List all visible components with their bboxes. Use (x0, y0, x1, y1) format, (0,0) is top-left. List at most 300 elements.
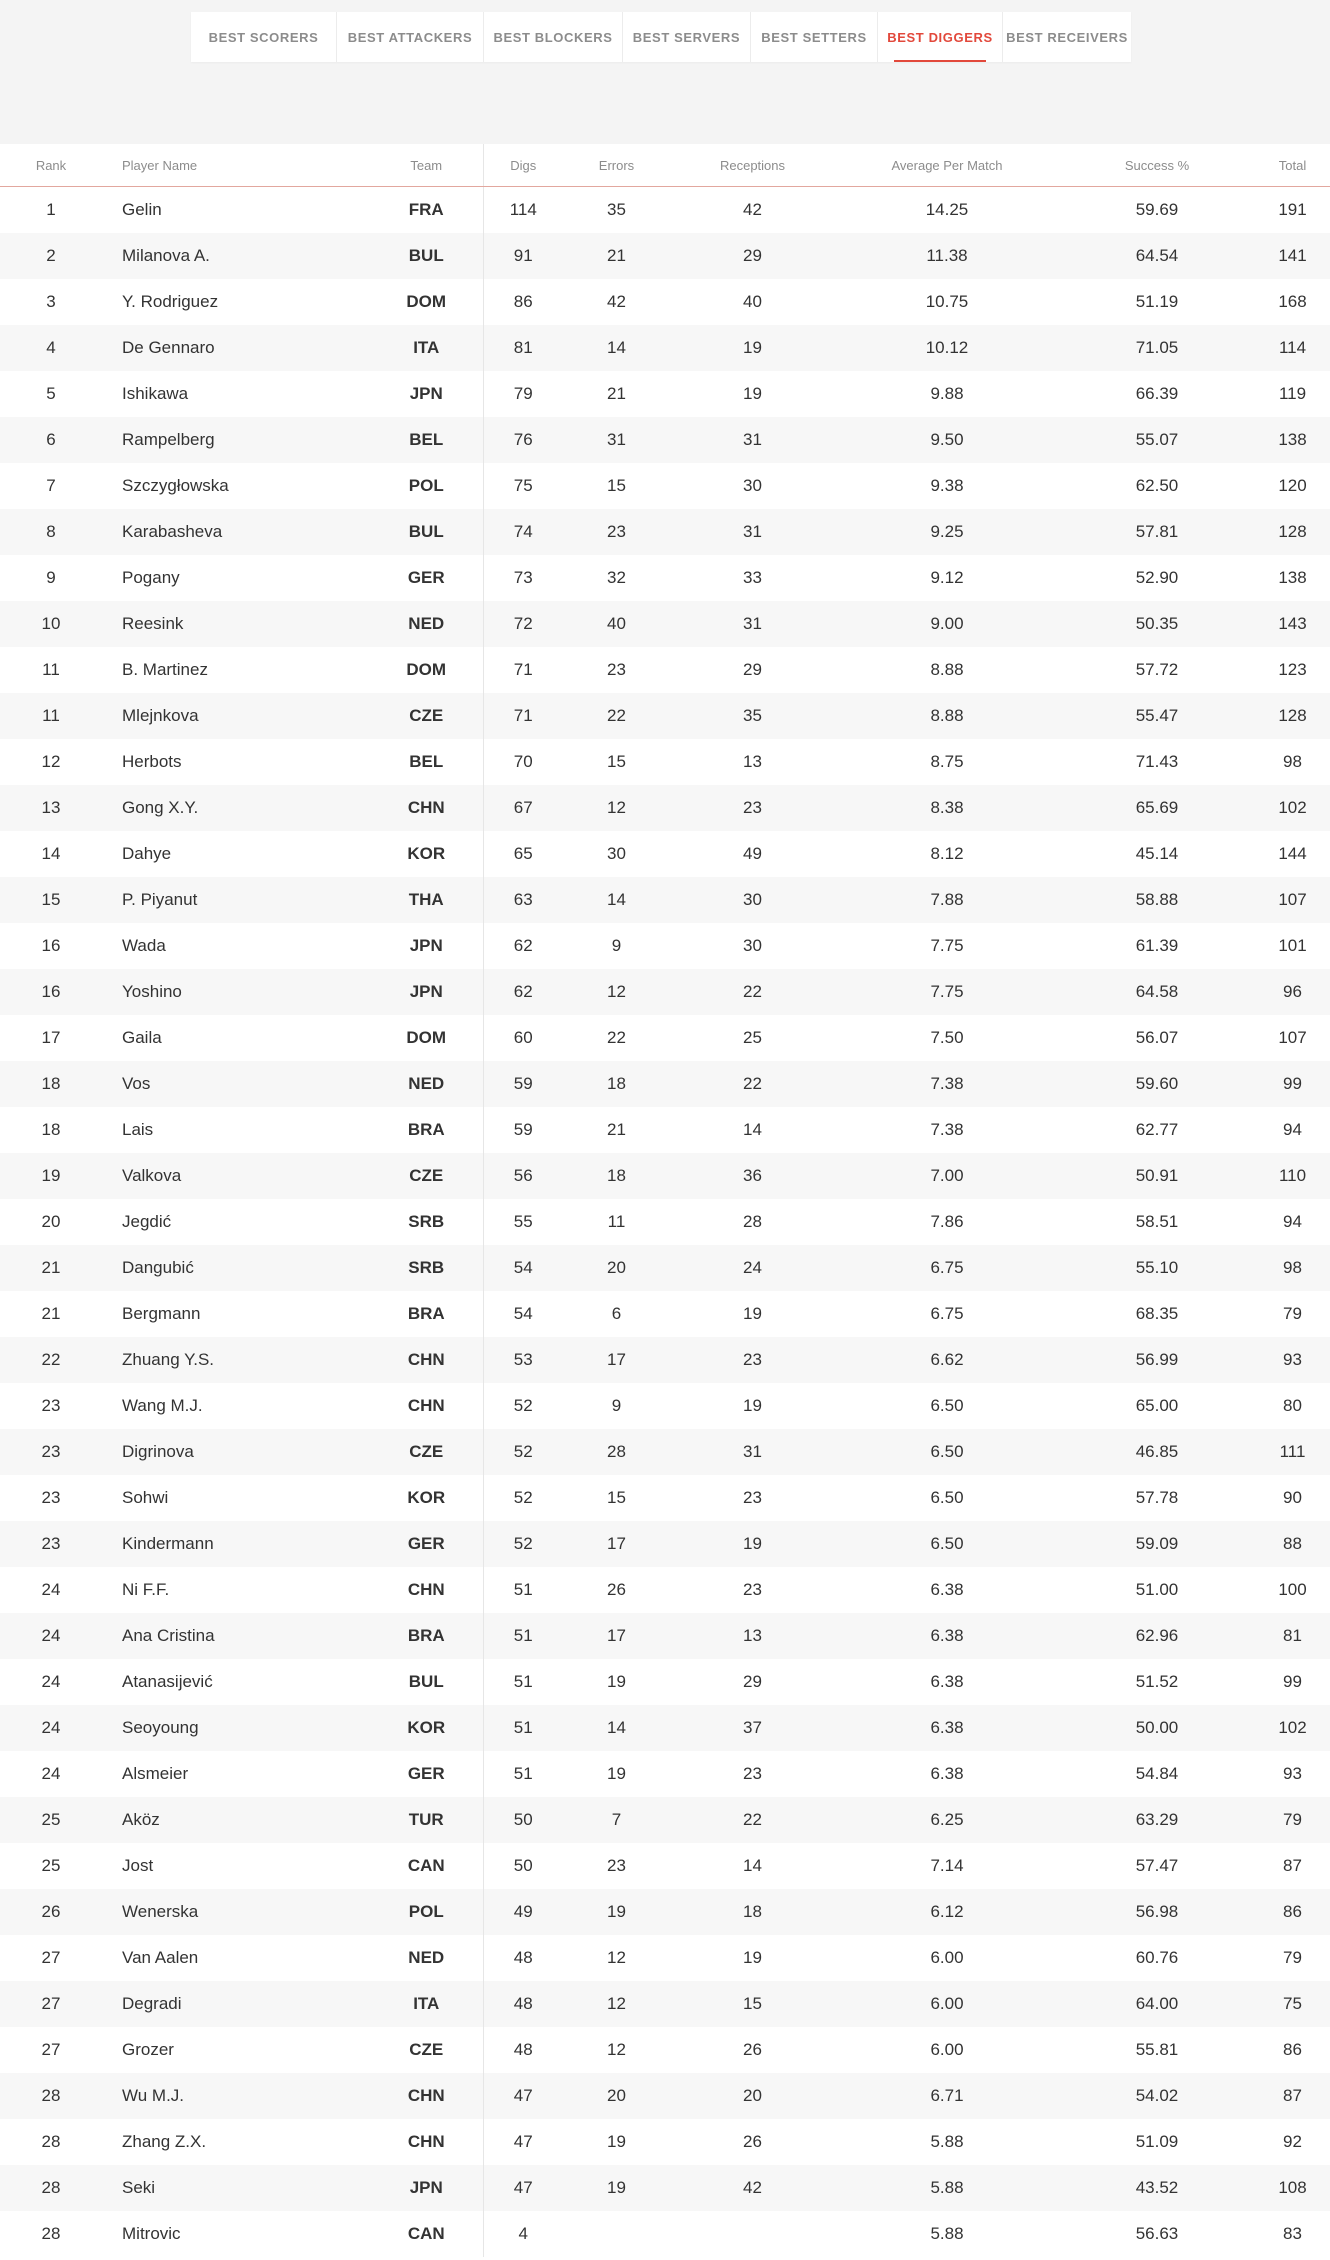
table-row[interactable] (0, 1199, 1330, 1245)
player-name-cell[interactable]: Seki (102, 2165, 370, 2211)
success-cell: 62.50 (1135, 476, 1179, 495)
player-name-cell[interactable]: Vos (102, 1061, 370, 1107)
team-cell: NED (370, 1061, 483, 1107)
total-cell: 93 (1283, 1764, 1302, 1783)
total-cell: 141 (1255, 233, 1330, 279)
errors-cell: 12 (607, 2040, 626, 2059)
rank-cell: 24 (41, 1672, 61, 1691)
digs-cell: 72 (483, 601, 563, 647)
tab-best-blockers[interactable]: BEST BLOCKERS (484, 12, 623, 62)
header-errors[interactable]: Errors (563, 144, 670, 187)
success-cell: 71.05 (1059, 325, 1255, 371)
table-row[interactable] (0, 923, 1330, 969)
errors-cell: 9 (611, 936, 622, 955)
digs-cell: 62 (513, 936, 533, 955)
table-row[interactable] (0, 831, 1330, 877)
player-name-cell[interactable]: Atanasijević (122, 1672, 213, 1691)
total-cell: 79 (1255, 1797, 1330, 1843)
tab-best-diggers[interactable]: BEST DIGGERS (878, 12, 1003, 62)
table-row[interactable] (0, 1291, 1330, 1337)
total-cell: 102 (1255, 1705, 1330, 1751)
stats-tabs (191, 12, 1131, 62)
player-name-cell[interactable]: Valkova (102, 1153, 370, 1199)
errors-cell: 7 (563, 1797, 670, 1843)
player-name-cell[interactable]: Wu M.J. (102, 2073, 370, 2119)
header-success-pct[interactable]: Success % (1059, 144, 1255, 187)
player-name-cell[interactable]: Alsmeier (122, 1764, 189, 1783)
team-cell: SRB (370, 1245, 483, 1291)
table-row[interactable] (0, 2073, 1330, 2119)
digs-cell: 55 (513, 1212, 533, 1231)
team-cell: JPN (370, 923, 483, 969)
receptions-cell: 31 (670, 601, 835, 647)
total-cell: 108 (1255, 2165, 1330, 2211)
average-cell: 6.38 (930, 1580, 964, 1599)
table-row[interactable] (0, 1107, 1330, 1153)
table-row[interactable] (0, 2119, 1330, 2165)
table-row[interactable] (0, 1429, 1330, 1475)
tab-best-servers[interactable]: BEST SERVERS (623, 12, 751, 62)
errors-cell (563, 2211, 670, 2257)
rank-cell: 25 (41, 1856, 61, 1875)
table-row[interactable] (0, 1521, 1330, 1567)
table-row[interactable] (0, 2027, 1330, 2073)
average-cell: 11.38 (835, 233, 1059, 279)
rank-cell: 25 (0, 1797, 102, 1843)
success-cell: 56.99 (1059, 1337, 1255, 1383)
success-cell: 59.69 (1135, 200, 1179, 219)
table-row[interactable] (0, 969, 1330, 1015)
errors-cell: 22 (607, 1028, 626, 1047)
receptions-cell: 40 (743, 292, 762, 311)
errors-cell: 6 (611, 1304, 622, 1323)
player-name-cell[interactable]: Wada (122, 936, 166, 955)
digs-cell: 71 (483, 693, 563, 739)
player-name-cell[interactable]: Jost (122, 1856, 154, 1875)
average-cell: 6.38 (930, 1764, 964, 1783)
success-cell: 43.52 (1059, 2165, 1255, 2211)
team-cell: JPN (370, 371, 483, 417)
rank-cell: 21 (41, 1304, 61, 1323)
receptions-cell: 14 (743, 1120, 762, 1139)
receptions-cell: 23 (743, 1764, 762, 1783)
header-digs[interactable]: Digs (483, 144, 563, 187)
digs-cell: 51 (483, 1613, 563, 1659)
rank-cell: 8 (0, 509, 102, 555)
player-name-cell[interactable]: Wang M.J. (122, 1396, 203, 1415)
player-name-cell[interactable]: Pogany (122, 568, 180, 587)
player-name-cell[interactable]: Reesink (102, 601, 370, 647)
average-cell: 9.00 (835, 601, 1059, 647)
table-row[interactable] (0, 1843, 1330, 1889)
average-cell: 7.00 (835, 1153, 1059, 1199)
success-cell: 59.09 (1059, 1521, 1255, 1567)
rank-cell: 4 (0, 325, 102, 371)
digs-cell: 51 (513, 1580, 533, 1599)
player-name-cell[interactable]: Karabasheva (102, 509, 370, 555)
success-cell: 51.09 (1135, 2132, 1179, 2151)
digs-cell: 59 (513, 1120, 533, 1139)
player-name-cell[interactable]: Gong X.Y. (102, 785, 370, 831)
player-name-cell[interactable]: Ni F.F. (122, 1580, 170, 1599)
digs-cell: 62 (483, 969, 563, 1015)
total-cell: 96 (1255, 969, 1330, 1015)
digs-cell: 51 (513, 1672, 533, 1691)
team-cell: CHN (370, 1383, 483, 1429)
digs-cell: 59 (483, 1061, 563, 1107)
average-cell: 8.38 (835, 785, 1059, 831)
errors-cell: 35 (607, 200, 626, 219)
header-total[interactable]: Total (1255, 144, 1330, 187)
digs-cell: 86 (513, 292, 533, 311)
table-row[interactable] (0, 601, 1330, 647)
table-row[interactable] (0, 1935, 1330, 1981)
rank-cell: 24 (0, 1613, 102, 1659)
team-cell: NED (370, 1935, 483, 1981)
player-name-cell[interactable]: Digrinova (102, 1429, 370, 1475)
total-cell: 100 (1278, 1580, 1307, 1599)
digs-cell: 67 (483, 785, 563, 831)
errors-cell: 23 (607, 660, 626, 679)
errors-cell: 20 (563, 2073, 670, 2119)
average-cell: 6.12 (835, 1889, 1059, 1935)
receptions-cell: 19 (670, 1521, 835, 1567)
total-cell: 79 (1283, 1304, 1302, 1323)
receptions-cell: 33 (743, 568, 762, 587)
total-cell: 138 (1278, 568, 1307, 587)
success-cell: 64.54 (1059, 233, 1255, 279)
player-name-cell[interactable]: Gaila (122, 1028, 162, 1047)
average-cell: 6.62 (835, 1337, 1059, 1383)
team-cell: DOM (370, 647, 483, 693)
errors-cell: 19 (563, 1889, 670, 1935)
digs-cell: 79 (513, 384, 533, 403)
header-player-name[interactable]: Player Name (102, 144, 370, 187)
table-row[interactable] (0, 1705, 1330, 1751)
table-row[interactable] (0, 1337, 1330, 1383)
receptions-cell: 29 (670, 233, 835, 279)
player-name-cell[interactable]: Milanova A. (102, 233, 370, 279)
player-name-cell[interactable]: Bergmann (122, 1304, 201, 1323)
rank-cell: 23 (0, 1521, 102, 1567)
tab-best-setters[interactable]: BEST SETTERS (751, 12, 878, 62)
player-name-cell[interactable]: Sohwi (122, 1488, 169, 1507)
rank-cell: 26 (0, 1889, 102, 1935)
digs-cell: 4 (518, 2224, 528, 2243)
success-cell: 58.51 (1135, 1212, 1179, 1231)
total-cell: 99 (1255, 1061, 1330, 1107)
table-row[interactable] (0, 233, 1330, 279)
team-cell: CHN (370, 1337, 483, 1383)
total-cell: 107 (1255, 877, 1330, 923)
table-row[interactable] (0, 647, 1330, 693)
table-row[interactable] (0, 1061, 1330, 1107)
errors-cell: 20 (563, 1245, 670, 1291)
errors-cell: 17 (563, 1337, 670, 1383)
player-name-cell[interactable]: Mitrovic (122, 2224, 181, 2243)
rank-cell: 11 (42, 660, 60, 679)
digs-cell: 73 (513, 568, 533, 587)
receptions-cell: 13 (670, 1613, 835, 1659)
average-cell: 6.50 (835, 1429, 1059, 1475)
player-name-cell[interactable]: Rampelberg (102, 417, 370, 463)
digs-cell: 91 (483, 233, 563, 279)
total-cell: 87 (1255, 2073, 1330, 2119)
digs-cell: 49 (483, 1889, 563, 1935)
table-row[interactable] (0, 1889, 1330, 1935)
table-row[interactable] (0, 1567, 1330, 1613)
player-name-cell[interactable]: P. Piyanut (102, 877, 370, 923)
total-cell: 191 (1278, 200, 1307, 219)
table-row[interactable] (0, 1613, 1330, 1659)
team-cell: CAN (370, 2211, 483, 2257)
receptions-cell: 19 (743, 1304, 762, 1323)
team-cell: DOM (370, 279, 483, 325)
table-row[interactable] (0, 1475, 1330, 1521)
receptions-cell: 22 (670, 1797, 835, 1843)
table-row[interactable] (0, 1659, 1330, 1705)
success-cell: 56.07 (1135, 1028, 1179, 1047)
errors-cell: 18 (563, 1153, 670, 1199)
receptions-cell: 23 (743, 1488, 762, 1507)
team-cell: CAN (370, 1843, 483, 1889)
errors-cell: 26 (607, 1580, 626, 1599)
total-cell: 87 (1283, 1856, 1302, 1875)
rank-cell: 22 (0, 1337, 102, 1383)
digs-cell: 56 (483, 1153, 563, 1199)
tab-best-attackers[interactable]: BEST ATTACKERS (337, 12, 484, 62)
table-row[interactable] (0, 1383, 1330, 1429)
player-name-cell[interactable]: Wenerska (102, 1889, 370, 1935)
rank-cell: 16 (41, 936, 61, 955)
average-cell: 6.00 (930, 1948, 964, 1967)
table-row[interactable] (0, 417, 1330, 463)
team-cell: CZE (370, 2027, 483, 2073)
table-row[interactable] (0, 1245, 1330, 1291)
player-name-cell[interactable]: Ishikawa (122, 384, 189, 403)
digs-cell: 48 (513, 2040, 533, 2059)
digs-cell: 81 (483, 325, 563, 371)
receptions-cell: 14 (743, 1856, 762, 1875)
total-cell: 98 (1255, 1245, 1330, 1291)
table-row[interactable] (0, 1797, 1330, 1843)
average-cell: 7.38 (930, 1120, 964, 1139)
rank-cell: 18 (0, 1061, 102, 1107)
player-name-cell[interactable]: Zhuang Y.S. (102, 1337, 370, 1383)
success-cell: 51.00 (1135, 1580, 1179, 1599)
table-row[interactable] (0, 325, 1330, 371)
table-row[interactable] (0, 509, 1330, 555)
rank-cell: 5 (46, 384, 56, 403)
success-cell: 57.47 (1135, 1856, 1179, 1875)
rank-cell: 27 (41, 1948, 61, 1967)
table-row[interactable] (0, 371, 1330, 417)
average-cell: 7.88 (835, 877, 1059, 923)
digs-cell: 76 (483, 417, 563, 463)
player-name-cell[interactable]: Seoyoung (102, 1705, 370, 1751)
receptions-cell: 13 (743, 752, 762, 771)
total-cell: 86 (1255, 1889, 1330, 1935)
digs-cell: 52 (483, 1429, 563, 1475)
table-row[interactable] (0, 877, 1330, 923)
errors-cell: 11 (607, 1212, 626, 1231)
team-cell: CZE (370, 1429, 483, 1475)
player-name-cell[interactable]: Degradi (102, 1981, 370, 2027)
average-cell: 6.71 (835, 2073, 1059, 2119)
player-name-cell[interactable]: Szczygłowska (122, 476, 229, 495)
digs-cell: 48 (483, 1981, 563, 2027)
table-row[interactable] (0, 1751, 1330, 1797)
average-cell: 10.12 (835, 325, 1059, 371)
digs-cell: 51 (513, 1764, 533, 1783)
receptions-cell: 22 (670, 1061, 835, 1107)
table-row[interactable] (0, 1981, 1330, 2027)
header-receptions[interactable]: Receptions (670, 144, 835, 187)
receptions-cell: 23 (670, 1337, 835, 1383)
rank-cell: 14 (41, 844, 61, 863)
table-row[interactable] (0, 739, 1330, 785)
success-cell: 63.29 (1059, 1797, 1255, 1843)
player-name-cell[interactable]: Zhang Z.X. (122, 2132, 207, 2151)
player-name-cell[interactable]: Van Aalen (122, 1948, 199, 1967)
table-row[interactable] (0, 555, 1330, 601)
header-rank[interactable]: Rank (0, 144, 102, 187)
player-name-cell[interactable]: Dahye (122, 844, 172, 863)
table-row[interactable] (0, 279, 1330, 325)
receptions-cell: 42 (670, 2165, 835, 2211)
table-row[interactable] (0, 187, 1330, 234)
player-name-cell[interactable]: Aköz (102, 1797, 370, 1843)
team-cell: JPN (370, 2165, 483, 2211)
errors-cell: 23 (607, 1856, 626, 1875)
tab-best-receivers[interactable]: BEST RECEIVERS (1006, 29, 1128, 45)
digs-cell: 47 (483, 2165, 563, 2211)
receptions-cell: 30 (743, 936, 762, 955)
player-name-cell[interactable]: Grozer (122, 2040, 174, 2059)
average-cell: 8.75 (930, 752, 964, 771)
errors-cell: 40 (563, 601, 670, 647)
success-cell: 51.52 (1135, 1672, 1179, 1691)
rank-cell: 21 (0, 1245, 102, 1291)
receptions-cell: 26 (743, 2132, 762, 2151)
rank-cell: 11 (0, 693, 102, 739)
average-cell: 8.88 (835, 693, 1059, 739)
success-cell: 56.63 (1135, 2224, 1179, 2243)
player-name-cell[interactable]: Jegdić (122, 1212, 172, 1231)
success-cell: 55.07 (1059, 417, 1255, 463)
total-cell: 88 (1255, 1521, 1330, 1567)
table-row[interactable] (0, 693, 1330, 739)
team-cell: CHN (370, 1567, 483, 1613)
player-name-cell[interactable]: Herbots (122, 752, 182, 771)
rank-cell: 24 (41, 1580, 61, 1599)
player-name-cell[interactable]: Ana Cristina (102, 1613, 370, 1659)
total-cell: 128 (1255, 693, 1330, 739)
rank-cell: 13 (0, 785, 102, 831)
average-cell: 14.25 (925, 200, 969, 219)
errors-cell: 31 (563, 417, 670, 463)
success-cell: 59.60 (1059, 1061, 1255, 1107)
player-name-cell[interactable]: Mlejnkova (102, 693, 370, 739)
errors-cell: 23 (563, 509, 670, 555)
average-cell: 9.50 (835, 417, 1059, 463)
player-name-cell[interactable]: Dangubić (102, 1245, 370, 1291)
receptions-cell: 42 (743, 200, 762, 219)
player-name-cell[interactable]: Yoshino (102, 969, 370, 1015)
receptions-cell: 49 (743, 844, 762, 863)
digs-cell: 63 (483, 877, 563, 923)
success-cell: 60.76 (1135, 1948, 1179, 1967)
success-cell: 57.81 (1059, 509, 1255, 555)
team-cell: POL (370, 1889, 483, 1935)
success-cell: 61.39 (1135, 936, 1179, 955)
success-cell: 57.72 (1135, 660, 1179, 679)
rank-cell: 23 (41, 1396, 61, 1415)
player-name-cell[interactable]: B. Martinez (122, 660, 208, 679)
player-name-cell[interactable]: Lais (122, 1120, 154, 1139)
team-cell: BUL (370, 509, 483, 555)
receptions-cell: 37 (670, 1705, 835, 1751)
digs-cell: 54 (483, 1245, 563, 1291)
average-cell: 6.00 (930, 2040, 964, 2059)
receptions-cell: 19 (670, 325, 835, 371)
success-cell: 55.47 (1059, 693, 1255, 739)
player-name-cell[interactable]: De Gennaro (102, 325, 370, 371)
errors-cell: 21 (563, 233, 670, 279)
table-row[interactable] (0, 1015, 1330, 1061)
errors-cell: 42 (607, 292, 626, 311)
receptions-cell: 26 (743, 2040, 762, 2059)
success-cell: 45.14 (1135, 844, 1179, 863)
digs-cell: 54 (513, 1304, 533, 1323)
team-cell: GER (370, 555, 483, 601)
header-team[interactable]: Team (370, 144, 483, 187)
receptions-cell: 29 (743, 1672, 762, 1691)
average-cell: 5.88 (930, 2132, 964, 2151)
average-cell: 9.25 (835, 509, 1059, 555)
average-cell: 6.50 (835, 1521, 1059, 1567)
total-cell: 81 (1255, 1613, 1330, 1659)
rank-cell: 27 (0, 1981, 102, 2027)
table-row[interactable] (0, 1153, 1330, 1199)
player-name-cell[interactable]: Y. Rodriguez (122, 292, 219, 311)
rank-cell: 19 (0, 1153, 102, 1199)
player-name-cell[interactable]: Gelin (122, 200, 162, 219)
digs-cell: 50 (513, 1856, 533, 1875)
errors-cell: 14 (563, 325, 670, 371)
rank-cell: 28 (41, 2224, 61, 2243)
rank-cell: 9 (46, 568, 56, 587)
success-cell: 65.00 (1135, 1396, 1179, 1415)
success-cell: 64.00 (1059, 1981, 1255, 2027)
receptions-cell: 19 (743, 384, 762, 403)
success-cell: 54.84 (1135, 1764, 1179, 1783)
tab-best-scorers[interactable]: BEST SCORERS (191, 12, 337, 62)
rank-cell: 23 (41, 1488, 61, 1507)
team-cell: BUL (370, 233, 483, 279)
total-cell: 90 (1283, 1488, 1302, 1507)
table-row[interactable] (0, 785, 1330, 831)
total-cell: 80 (1283, 1396, 1302, 1415)
header-average-per-match[interactable]: Average Per Match (835, 144, 1059, 187)
top-area (0, 0, 1330, 144)
table-row[interactable] (0, 2211, 1330, 2257)
table-row[interactable] (0, 2165, 1330, 2211)
team-cell: BRA (370, 1107, 483, 1153)
player-name-cell[interactable]: Kindermann (102, 1521, 370, 1567)
success-cell: 54.02 (1059, 2073, 1255, 2119)
table-row[interactable] (0, 463, 1330, 509)
